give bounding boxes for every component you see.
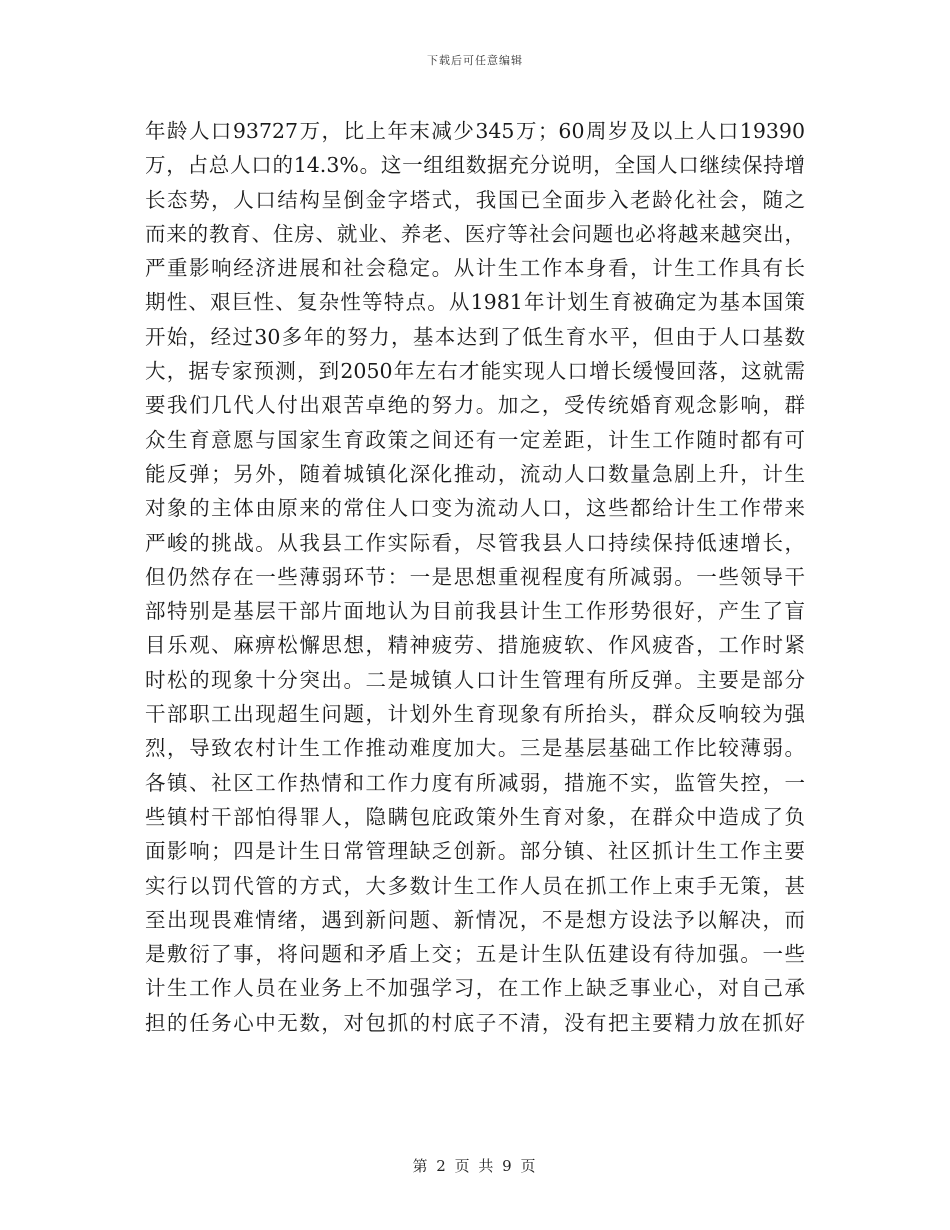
page-number: 第 2 页 共 9 页 <box>412 1157 538 1175</box>
text-line: 干部职工出现超生问题，计划外生育现象有所抬头，群众反响较为强 <box>145 702 805 727</box>
text-line: 对象的主体由原来的常住人口变为流动人口，这些都给计生工作带来 <box>145 496 805 521</box>
text-line: 开始，经过30多年的努力，基本达到了低生育水平，但由于人口基数 <box>145 324 805 349</box>
text-line: 能反弹；另外，随着城镇化深化推动，流动人口数量急剧上升，计生 <box>145 461 805 486</box>
text-line: 年龄人口93727万，比上年末减少345万；60周岁及以上人口19390 <box>145 119 805 143</box>
document-body <box>145 114 805 1040</box>
text-line: 大，据专家预测，到2050年左右才能实现人口增长缓慢回落，这就需 <box>145 359 805 384</box>
text-line: 万，占总人口的14.3%。这一组组数据充分说明，全国人口继续保持增 <box>145 153 805 178</box>
text-line: 严峻的挑战。从我县工作实际看，尽管我县人口持续保持低速增长， <box>145 530 805 555</box>
text-line: 目乐观、麻痹松懈思想，精神疲劳、措施疲软、作风疲沓，工作时紧 <box>145 633 805 658</box>
text-line: 要我们几代人付出艰苦卓绝的努力。加之，受传统婚育观念影响，群 <box>145 393 805 418</box>
text-line: 是敷衍了事，将问题和矛盾上交；五是计生队伍建设有待加强。一些 <box>145 942 805 967</box>
text-line: 而来的教育、住房、就业、养老、医疗等社会问题也必将越来越突出， <box>145 221 805 246</box>
text-line: 计生工作人员在业务上不加强学习，在工作上缺乏事业心，对自己承 <box>145 976 805 1001</box>
text-line: 严重影响经济进展和社会稳定。从计生工作本身看，计生工作具有长 <box>145 256 805 281</box>
text-line: 面影响；四是计生日常管理缺乏创新。部分镇、社区抓计生工作主要 <box>145 839 805 864</box>
text-line: 长态势，人口结构呈倒金字塔式，我国已全面步入老龄化社会，随之 <box>145 187 805 212</box>
text-line: 时松的现象十分突出。二是城镇人口计生管理有所反弹。主要是部分 <box>145 667 805 692</box>
page-header: 下载后可任意编辑 <box>427 54 523 67</box>
text-line: 但仍然存在一些薄弱环节：一是思想重视程度有所减弱。一些领导干 <box>145 564 805 589</box>
text-line: 些镇村干部怕得罪人，隐瞒包庇政策外生育对象，在群众中造成了负 <box>145 804 805 829</box>
text-line: 烈，导致农村计生工作推动难度加大。三是基层基础工作比较薄弱。 <box>145 736 805 761</box>
text-line: 实行以罚代管的方式，大多数计生工作人员在抓工作上束手无策，甚 <box>145 873 805 898</box>
text-line: 众生育意愿与国家生育政策之间还有一定差距，计生工作随时都有可 <box>145 427 805 452</box>
text-line: 担的任务心中无数，对包抓的村底子不清，没有把主要精力放在抓好 <box>145 1010 805 1035</box>
text-line: 期性、艰巨性、复杂性等特点。从1981年计划生育被确定为基本国策 <box>145 290 805 315</box>
text-line: 部特别是基层干部片面地认为目前我县计生工作形势很好，产生了盲 <box>145 599 805 624</box>
text-line: 各镇、社区工作热情和工作力度有所减弱，措施不实，监管失控，一 <box>145 770 805 795</box>
text-line: 至出现畏难情绪，遇到新问题、新情况，不是想方设法予以解决，而 <box>145 907 805 932</box>
